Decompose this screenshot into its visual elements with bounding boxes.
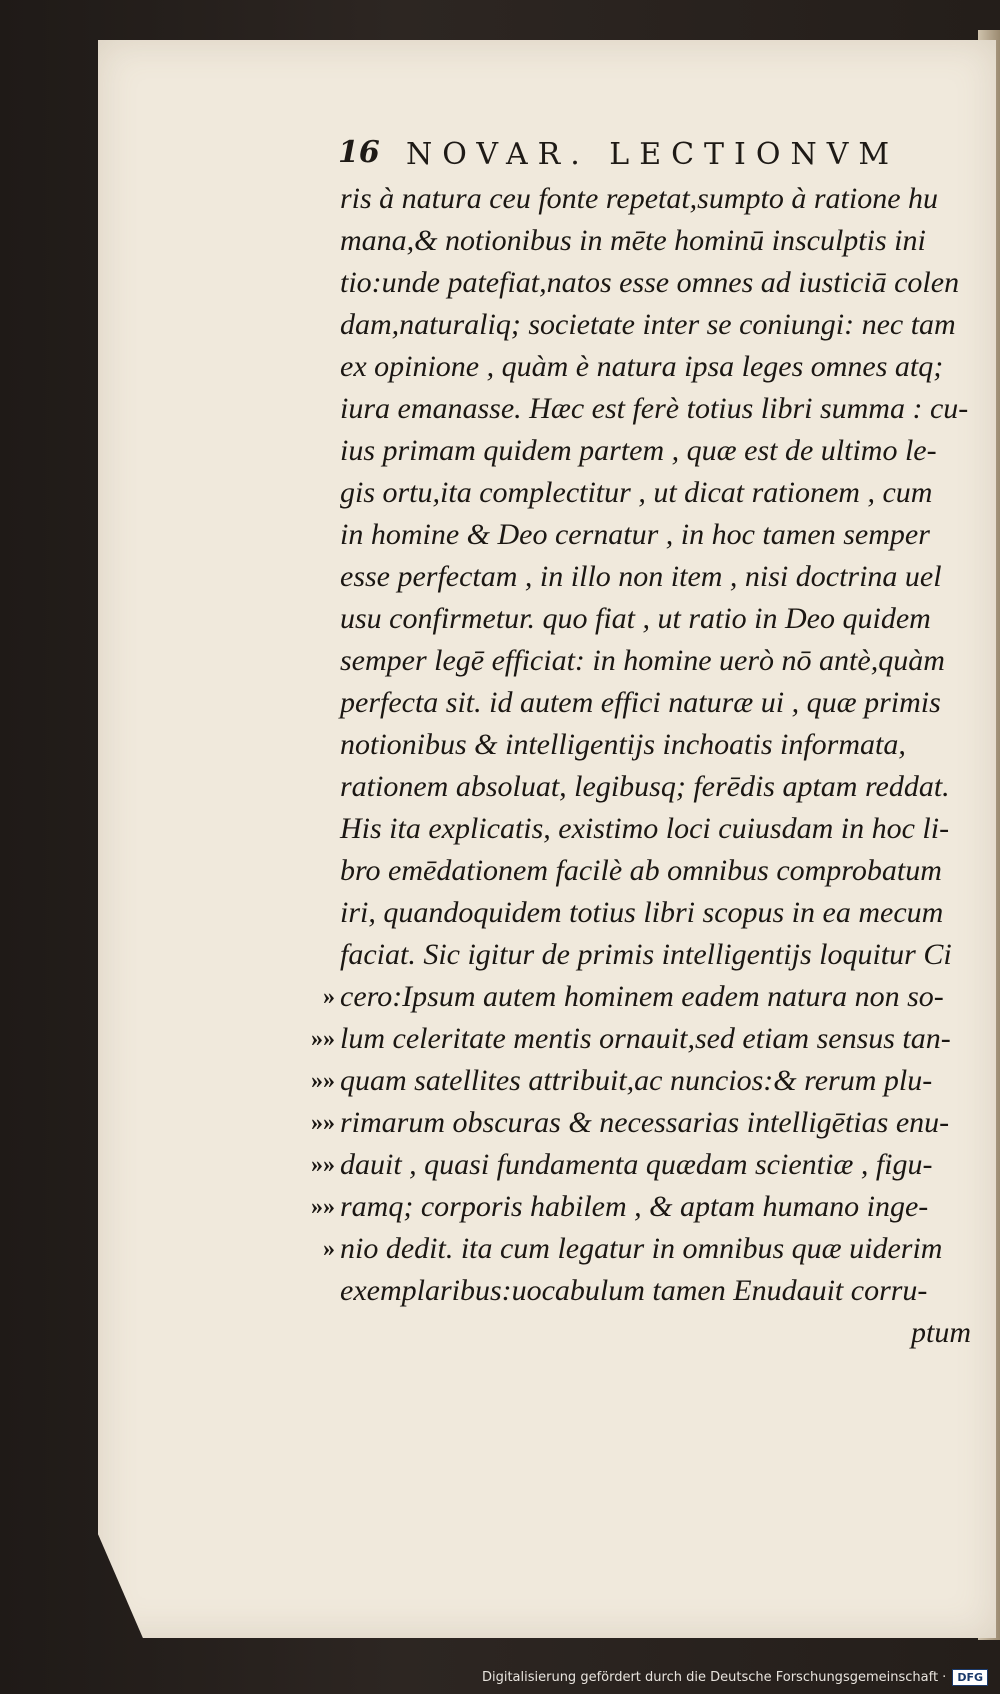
text-line: nio dedit. ita cum legatur in omnibus quæ uiderim: [340, 1232, 943, 1265]
text-line: tio:unde patefiat,natos esse omnes ad iusticiā colen: [340, 266, 960, 299]
page-header: [338, 135, 978, 177]
text-line: gis ortu,ita complectitur , ut dicat rationem , cum: [340, 476, 933, 509]
text-line: in homine & Deo cernatur , in hoc tamen semper: [340, 518, 930, 551]
page-number: 16: [338, 135, 380, 170]
text-line: cero:Ipsum autem hominem eadem natura non so-: [340, 980, 944, 1013]
quote-mark: »»: [311, 1152, 335, 1178]
text-line: His ita explicatis, existimo loci cuiusdam in hoc li-: [340, 812, 950, 845]
text-line: esse perfectam , in illo non item , nisi doctrina uel: [340, 560, 942, 593]
text-line: dam,naturaliq; societate inter se coniungi: nec tam: [340, 308, 956, 341]
text-line: mana,& notionibus in mēte hominū insculptis ini: [340, 224, 926, 257]
text-line: semper legē efficiat: in homine uerò nō antè,quàm: [340, 644, 945, 677]
text-line: ramq; corporis habilem , & aptam humano inge-: [340, 1190, 929, 1223]
text-line: rimarum obscuras & necessarias intelligētias enu-: [340, 1106, 950, 1139]
text-line: perfecta sit. id autem effici naturæ ui , quæ primis: [340, 686, 941, 719]
quote-mark: »»: [311, 1194, 335, 1220]
quote-mark: »: [323, 984, 335, 1010]
text-line: iura emanasse. Hæc est ferè totius libri summa : cu-: [340, 392, 969, 425]
dfg-logo: DFG: [952, 1669, 988, 1686]
text-line: ris à natura ceu fonte repetat,sumpto à ratione hu: [340, 182, 939, 215]
text-line: iri, quandoquidem totius libri scopus in ea mecum: [340, 896, 944, 929]
text-line: dauit , quasi fundamenta quædam scientiæ , figu-: [340, 1148, 933, 1181]
text-line: ex opinione , quàm è natura ipsa leges omnes atq;: [340, 350, 944, 383]
text-line: ius primam quidem partem , quæ est de ultimo le-: [340, 434, 937, 467]
text-line: exemplaribus:uocabulum tamen Enudauit corru-: [340, 1274, 928, 1307]
text-line: bro emēdationem facilè ab omnibus comprobatum: [340, 854, 942, 887]
digitization-footer: [482, 1667, 988, 1687]
text-line: faciat. Sic igitur de primis intelligentijs loquitur Ci: [340, 938, 952, 971]
text-line: usu confirmetur. quo fiat , ut ratio in Deo quidem: [340, 602, 931, 635]
text-line: rationem absoluat, legibusq; ferēdis aptam reddat.: [340, 770, 950, 803]
quote-mark: »: [323, 1236, 335, 1262]
text-line: lum celeritate mentis ornauit,sed etiam sensus tan-: [340, 1022, 951, 1055]
quote-mark: »»: [311, 1068, 335, 1094]
quote-mark: »»: [311, 1110, 335, 1136]
text-line: quam satellites attribuit,ac nuncios:& rerum plu-: [340, 1064, 933, 1097]
footer-credit: Digitalisierung gefördert durch die Deutsche Forschungsgemeinschaft ·: [481, 1669, 947, 1685]
running-head: NOVAR. LECTIONVM: [406, 137, 900, 172]
catchword: ptum: [911, 1316, 971, 1349]
quote-mark: »»: [311, 1026, 335, 1052]
text-line: notionibus & intelligentijs inchoatis informata,: [340, 728, 906, 761]
